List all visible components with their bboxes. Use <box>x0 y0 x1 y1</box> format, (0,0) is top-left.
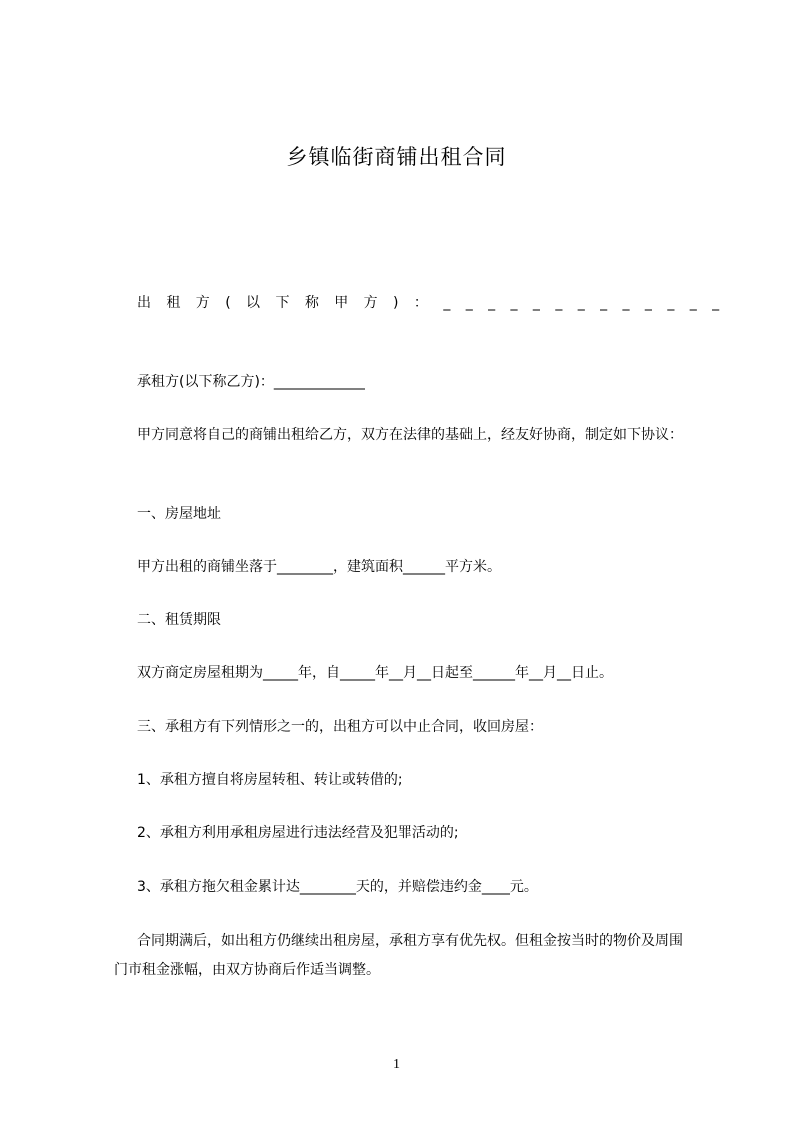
clause-item-2: 2、承租方利用承租房屋进行违法经营及犯罪活动的; <box>137 825 459 841</box>
renewal-paragraph: 合同期满后，如出租方仍继续出租房屋，承租方享有优先权。但租金按当时的物价及周围门市租金涨幅，由双方协商后作适当调整。 <box>114 933 683 978</box>
clause-item-1: 1、承租方擅自将房屋转租、转让或转借的; <box>137 772 403 788</box>
document-title: 乡镇临街商铺出租合同 <box>286 145 507 169</box>
clause-item-3: 3、承租方拖欠租金累计达________天的，并赔偿违约金____元。 <box>137 879 538 895</box>
lessor-line: 出租方(以下称甲方)：_____________ <box>137 295 735 311</box>
section1-heading: 一、房屋地址 <box>137 506 221 522</box>
section3-heading: 三、承租方有下列情形之一的，出租方可以中止合同，收回房屋： <box>137 719 543 735</box>
lessee-line: 承租方(以下称乙方)：_____________ <box>137 374 365 390</box>
page-number: 1 <box>393 1057 400 1072</box>
intro-paragraph: 甲方同意将自己的商铺出租给乙方，双方在法律的基础上，经友好协商，制定如下协议： <box>137 427 683 443</box>
section1-body: 甲方出租的商铺坐落于________，建筑面积______平方米。 <box>137 559 501 575</box>
section2-heading: 二、租赁期限 <box>137 612 221 628</box>
section2-body: 双方商定房屋租期为_____年，自_____年__月__日起至______年__月__日止。 <box>137 665 613 681</box>
